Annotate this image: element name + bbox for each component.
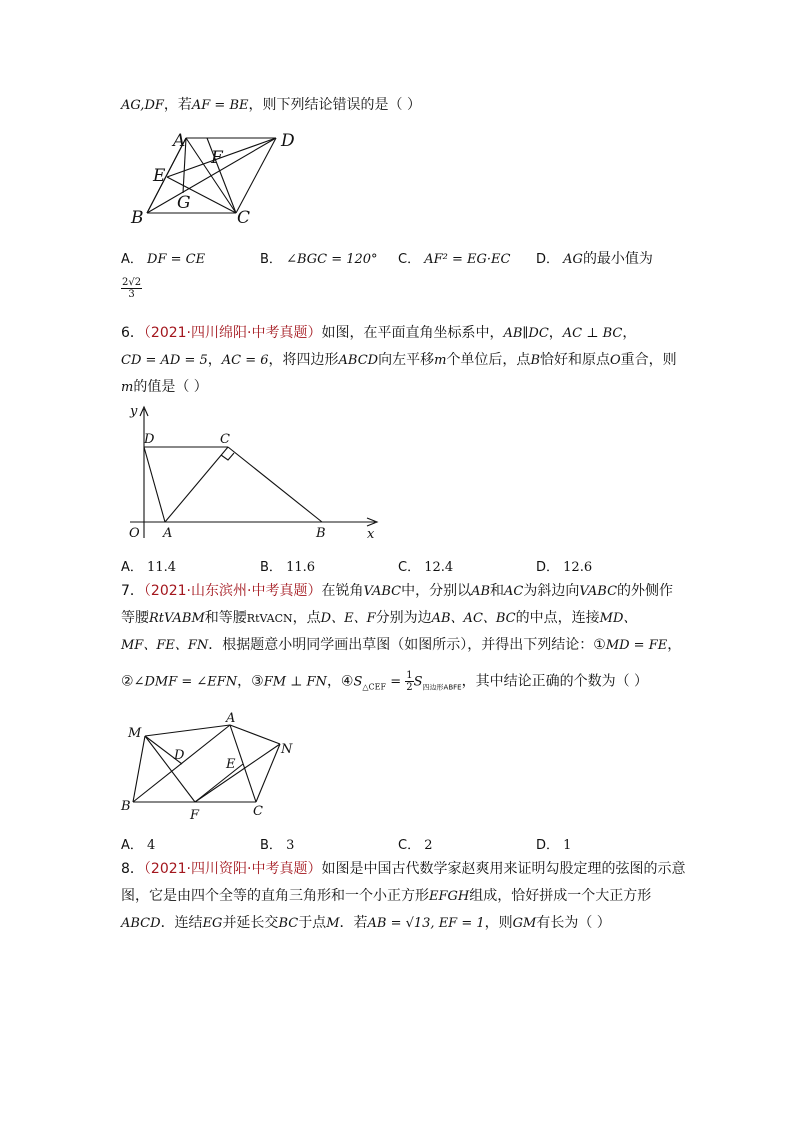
q7-label-N: N	[281, 742, 293, 757]
q6-stem-line2: CD = AD = 5，AC = 6，将四边形ABCD向左平移m个单位后，点B恰好和原点O重合，则	[121, 352, 677, 368]
q6-stem-line1: 6．（2021·四川绵阳·中考真题）如图，在平面直角坐标系中，AB∥DC，AC ⊥ BC，	[121, 325, 637, 341]
q7-label-A: A	[226, 711, 236, 726]
q5-label-C: C	[237, 208, 251, 228]
q7-number: 7．	[121, 583, 144, 599]
q6-label-y: y	[130, 404, 138, 419]
q5-label-E: E	[153, 166, 166, 186]
q5-condition: AF = BE	[191, 98, 249, 113]
q7-stem-line1: 7．（2021·山东滨州·中考真题）在锐角VABC中，分别以AB和AC为斜边向VABC的外侧作	[121, 583, 674, 599]
q5-stem-line: AG,DF，若AF = BE，则下列结论错误的是（ ）	[121, 97, 421, 113]
q7-label-M: M	[128, 726, 142, 741]
q5-label-F: F	[211, 148, 223, 168]
q7-fraction: $\frac{1}{2}$	[406, 670, 413, 693]
q7-label-F: F	[190, 808, 200, 823]
q6-stem-line3: m的值是（ ）	[121, 379, 208, 395]
q5-label-B: B	[131, 208, 144, 228]
q5-option-d-value: $\frac{2√2}{3}$	[122, 277, 142, 300]
q5-option-d[interactable]: D． AG的最小值为	[536, 251, 653, 267]
q7-label-C: C	[253, 804, 263, 819]
q7-label-E: E	[226, 757, 236, 772]
q6-label-A: A	[163, 526, 173, 541]
q8-stem-line1: 8．（2021·四川资阳·中考真题）如图是中国古代数学家赵爽用来证明勾股定理的弦图的示意	[121, 861, 686, 877]
q6-label-D: D	[144, 432, 155, 447]
q7-option-c[interactable]: C． 2	[398, 838, 433, 853]
q5-vars: AG,DF	[121, 98, 164, 113]
q8-source: （2021·四川资阳·中考真题）	[143, 861, 322, 877]
q5-option-c[interactable]: C． AF² = EG·EC	[398, 252, 511, 267]
q5-figure	[125, 128, 305, 228]
q6-option-c[interactable]: C． 12.4	[398, 560, 454, 575]
q7-option-a[interactable]: A． 4	[121, 838, 156, 853]
q6-label-C: C	[220, 432, 230, 447]
q8-stem-line2: 图，它是由四个全等的直角三角形和一个小正方形EFGH组成，恰好拼成一个大正方形	[121, 888, 652, 904]
q6-label-O: O	[129, 526, 140, 541]
q7-stem-line4: ②∠DMF = ∠EFN，③FM ⊥ FN，$④S_{\triangle CEF}$ = $\frac{1}{2}$ $S_{四边形ABFE}$，其中结论正确的个数为（ ）	[121, 670, 649, 693]
q5-label-G: G	[177, 193, 191, 213]
q6-source: （2021·四川绵阳·中考真题）	[143, 325, 322, 341]
q7-stem-line3: MF、FE、FN．根据题意小明同学画出草图（如图所示），并得出下列结论：①MD = FE，	[121, 637, 682, 653]
q7-option-b[interactable]: B． 3	[260, 838, 295, 853]
q6-figure	[120, 403, 390, 543]
q7-label-D: D	[174, 748, 185, 763]
q5-label-A: A	[173, 131, 186, 151]
q7-option-d[interactable]: D． 1	[536, 838, 572, 853]
q8-number: 8．	[121, 861, 144, 877]
q6-label-B: B	[316, 526, 326, 541]
q8-stem-line3: ABCD．连结EG并延长交BC于点M．若AB = √13, EF = 1，则GM有长为（ ）	[121, 915, 611, 931]
q6-option-b[interactable]: B． 11.6	[260, 560, 316, 575]
q7-source: （2021·山东滨州·中考真题）	[143, 583, 322, 599]
q7-figure	[118, 707, 303, 822]
q7-stem-line2: 等腰RtVABM和等腰RtVACN，点D、E、F分别为边AB、AC、BC的中点，连接MD、	[121, 610, 637, 626]
q5-label-D: D	[281, 131, 295, 151]
q7-label-B: B	[121, 799, 131, 814]
q6-option-a[interactable]: A． 11.4	[121, 560, 176, 575]
q6-option-d[interactable]: D． 12.6	[536, 560, 593, 575]
q6-label-x: x	[367, 527, 375, 542]
q5-option-b[interactable]: B． ∠BGC = 120°	[260, 252, 378, 267]
q6-number: 6．	[121, 325, 144, 341]
q5-option-a[interactable]: A． DF = CE	[121, 252, 206, 267]
